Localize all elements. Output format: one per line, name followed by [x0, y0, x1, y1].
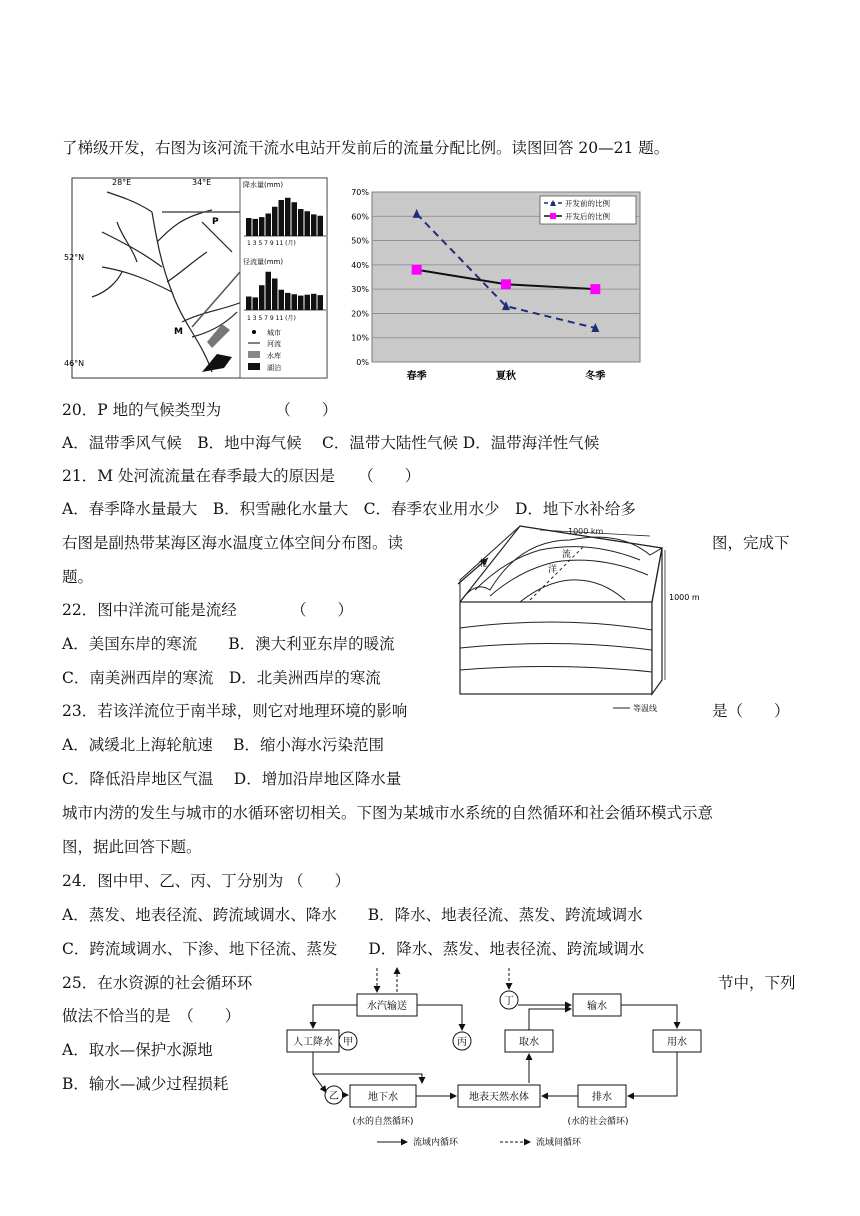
q25-optA: A．取水—保护水源地	[62, 1041, 213, 1059]
groundwater-label: 地下水	[368, 1092, 398, 1103]
point-after-1	[412, 265, 422, 275]
precip-bar-5	[272, 207, 278, 236]
legend-river: 河流	[267, 340, 281, 348]
cycle-arrows	[313, 968, 677, 1096]
runoff-title: 径流量(mm)	[243, 258, 284, 266]
rain-label: 人工降水	[293, 1037, 333, 1048]
chart-legend	[540, 196, 636, 224]
runoff-bar-11	[311, 294, 317, 310]
point-after-3	[590, 284, 600, 294]
precip-bar-3	[259, 217, 265, 236]
runoff-bar-5	[272, 279, 278, 311]
runoff-bar-4	[266, 272, 272, 310]
drain-label: 排水	[592, 1092, 612, 1103]
q24-opt2: C．跨流域调水、下渗、地下径流、蒸发 D．降水、蒸发、地表径流、跨流域调水	[62, 940, 645, 958]
q25-stem-right: 节中，下列	[718, 974, 796, 992]
runoff-bar-9	[298, 296, 304, 310]
precip-bar-7	[285, 198, 291, 236]
intro-text: 了梯级开发，右图为该河流干流水电站开发前后的流量分配比例。读图回答 20—21 题。	[62, 139, 670, 157]
precip-bar-4	[266, 214, 272, 237]
legend-after: 开发后的比例	[565, 212, 610, 221]
block-front	[460, 602, 652, 694]
legend-inter: 流域间循环	[536, 1138, 582, 1148]
precip-bar-8	[292, 202, 298, 236]
social-caption: (水的社会循环)	[567, 1117, 629, 1127]
q22-stem: 22．图中洋流可能是流经 （ ）	[62, 601, 353, 619]
use-label: 用水	[667, 1037, 687, 1048]
runoff-bar-6	[279, 290, 285, 310]
intake-label: 取水	[519, 1037, 539, 1048]
current-path	[530, 545, 585, 600]
y-tick-label: 30%	[351, 285, 369, 295]
legend-isotherm: 等温线	[633, 704, 657, 713]
y-tick-label: 10%	[351, 333, 369, 343]
label-p: P	[212, 217, 219, 227]
point-after-2	[501, 279, 511, 289]
natural-caption: (水的自然循环)	[352, 1117, 414, 1127]
runoff-months: 1 3 5 7 9 11 (月)	[247, 315, 296, 322]
y-tick-label: 70%	[351, 188, 369, 197]
q20-options: A．温带季风气候 B．地中海气候 C．温带大陆性气候 D．温带海洋性气候	[62, 434, 600, 452]
legend-lake: 湖泊	[267, 364, 281, 372]
runoff-bar-1	[246, 297, 252, 311]
q23-opt1: A．减缓北上海轮航速 B．缩小海水污染范围	[62, 736, 385, 754]
runoff-bar-10	[305, 295, 311, 310]
runoff-bar-2	[253, 297, 259, 310]
precip-bar-10	[305, 211, 311, 236]
yi-label: 乙	[329, 1091, 339, 1102]
y-tick-label: 0%	[356, 358, 369, 367]
water-intro-line1: 城市内涝的发生与城市的水循环密切相关。下图为某城市水系统的自然循环和社会循环模式示意	[62, 804, 714, 822]
legend-lake-symbol	[248, 363, 260, 370]
q22-opt1: A．美国东岸的寒流 B．澳大利亚东岸的暖流	[62, 635, 395, 653]
current-label-2: 洋	[548, 565, 558, 575]
x-tick-label: 夏秋	[496, 371, 516, 382]
ocean-intro-right: 图，完成下	[712, 534, 790, 552]
river-map-figure	[62, 172, 338, 384]
transport-label: 输水	[587, 1001, 607, 1012]
precip-bar-2	[253, 219, 259, 236]
precip-bar-12	[318, 216, 324, 236]
water-cycle-diagram	[282, 964, 712, 1152]
jia-label: 甲	[343, 1037, 353, 1048]
y-tick-label: 20%	[351, 309, 369, 319]
y-tick-label: 60%	[351, 212, 369, 222]
q21-options: A．春季降水量最大 B．积雪融化水量大 C．春季农业用水少 D．地下水补给多	[62, 500, 636, 518]
y-tick-label: 40%	[351, 260, 369, 270]
lat1-label: 52°N	[64, 253, 85, 262]
q24-stem: 24．图中甲、乙、丙、丁分别为 （ ）	[62, 872, 351, 890]
q23-opt2: C．降低沿岸地区气温 D．增加沿岸地区降水量	[62, 770, 402, 788]
water-intro-line2: 图，据此回答下题。	[62, 838, 202, 856]
lon2-label: 34°E	[192, 178, 212, 187]
ocean-intro-left: 右图是副热带某海区海水温度立体空间分布图。读	[62, 534, 404, 552]
y-tick-label: 50%	[351, 236, 369, 246]
q25-optB: B．输水—减少过程损耗	[62, 1075, 229, 1093]
vapor-label: 水汽输送	[367, 1001, 407, 1012]
q24-opt1: A．蒸发、地表径流、跨流域调水、降水 B．降水、地表径流、蒸发、跨流域调水	[62, 906, 643, 924]
surface-label: 地表天然水体	[469, 1092, 529, 1103]
chart-yticks	[351, 188, 369, 367]
ding-label: 丁	[504, 996, 514, 1007]
precip-bar-11	[311, 214, 317, 236]
precip-bar-9	[298, 209, 304, 236]
label-m: M	[174, 327, 183, 337]
legend-inner: 流域内循环	[413, 1138, 459, 1148]
q23-stem-left: 23．若该洋流位于南半球，则它对地理环境的影响	[62, 702, 408, 720]
runoff-bar-12	[318, 295, 324, 310]
legend-reservoir: 水库	[267, 352, 281, 360]
north-label: 北	[478, 559, 488, 569]
q23-stem-right: 是（ ）	[712, 702, 790, 720]
q20-stem: 20．P 地的气候类型为 （ ）	[62, 401, 338, 419]
current-label-1: 流	[562, 550, 572, 560]
chart-xticks	[407, 369, 606, 382]
q25-stem-left: 25．在水资源的社会循环环	[62, 974, 253, 992]
x-tick-label: 春季	[406, 371, 427, 382]
legend-before: 开发前的比例	[565, 199, 610, 208]
block-side	[652, 548, 662, 694]
runoff-bar-3	[259, 285, 265, 310]
precip-title: 降水量(mm)	[243, 181, 284, 189]
ocean-temperature-figure	[450, 520, 702, 716]
flow-ratio-chart	[340, 186, 646, 384]
depth-label: 1000 m	[669, 593, 700, 602]
q22-opt2: C．南美洲西岸的寒流 D．北美洲西岸的寒流	[62, 669, 381, 687]
bing-label: 丙	[457, 1037, 467, 1048]
legend-city: 城市	[267, 329, 281, 337]
q21-stem: 21．M 处河流流量在春季最大的原因是 （ ）	[62, 467, 421, 485]
x-tick-label: 冬季	[585, 371, 606, 382]
lon1-label: 28°E	[112, 178, 132, 187]
runoff-bar-7	[285, 293, 291, 310]
width-label: 1000 km	[568, 527, 604, 536]
lat2-label: 46°N	[64, 359, 85, 368]
precip-bar-1	[246, 218, 252, 236]
runoff-bar-8	[292, 294, 298, 310]
ocean-intro-line2: 题。	[62, 568, 94, 586]
legend-reservoir-symbol	[248, 351, 260, 358]
precip-bar-6	[279, 200, 285, 236]
legend-city-symbol	[252, 330, 256, 334]
q25-line2: 做法不恰当的是 （ ）	[62, 1007, 241, 1025]
precip-months: 1 3 5 7 9 11 (月)	[247, 240, 296, 247]
legend-marker-after	[550, 213, 556, 219]
